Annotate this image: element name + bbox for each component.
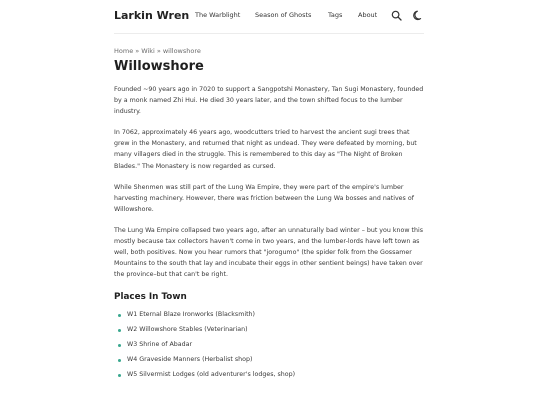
bullet-icon	[118, 329, 121, 332]
place-label: W2 Willowshore Stables (Veterinarian)	[127, 326, 248, 334]
moon-icon[interactable]	[413, 10, 424, 21]
list-item	[114, 325, 426, 335]
article-content	[114, 84, 426, 385]
article-paragraph: While Shenmen was still part of the Lung Wa Empire, they were part of the empire's lumber harvesting machinery. However, there was friction between the Lung Wa bosses and natives of Willowshore.	[114, 183, 414, 213]
breadcrumb-home[interactable]: Home	[114, 47, 134, 55]
list-item	[114, 370, 426, 380]
place-label: W3 Shrine of Abadar	[127, 341, 193, 349]
breadcrumb-separator: »	[135, 47, 140, 55]
place-label: W1 Eternal Blaze Ironworks (Blacksmith)	[127, 311, 255, 319]
site-title[interactable]: Larkin Wren	[114, 9, 190, 22]
site-header	[114, 0, 424, 34]
nav-link-tags[interactable]: Tags	[328, 11, 343, 19]
article-paragraph: The Lung Wa Empire collapsed two years ago, after an unnaturally bad winter – but you know this mostly because tax collectors haven't come in two years, and the lumber-lords have left town as well, both positives. Now you hear rumors that "jorogumo" (the spider folk from the Gossamer Mountains to the south that lay and incubate their eggs in other sentient beings) have taken over the province–but that can't be right.	[114, 226, 424, 279]
article-paragraph: In 7062, approximately 46 years ago, woodcutters tried to harvest the ancient sugi trees that grew in the Monastery, and returned that night as undead. They were defeated by morning, but many villagers died in the struggle. This is remembered to this day as "The Night of Broken Blades." The Monastery is now regarded as cursed.	[114, 129, 417, 170]
bullet-icon	[118, 359, 121, 362]
bullet-icon	[118, 374, 121, 377]
article-paragraph: Founded ~90 years ago in 7020 to support a Sangpotshi Monastery, Tan Sugi Monastery, founded by a monk named Zhi Hui. He died 30 years later, and the town shifted focus to the lumber industry.	[114, 86, 424, 116]
place-label: W4 Graveside Manners (Herbalist shop)	[127, 356, 253, 364]
breadcrumb-separator: »	[156, 47, 161, 55]
nav-link-season-of-ghosts[interactable]: Season of Ghosts	[255, 11, 312, 19]
bullet-icon	[118, 314, 121, 317]
search-icon[interactable]	[391, 10, 402, 21]
nav-link-about[interactable]: About	[358, 11, 378, 19]
page-title: Willowshore	[114, 59, 204, 74]
list-item	[114, 340, 426, 350]
bullet-icon	[118, 344, 121, 347]
nav-link-the-warblight[interactable]: The Warblight	[195, 11, 241, 19]
breadcrumb	[114, 47, 201, 55]
list-item	[114, 310, 426, 320]
places-heading: Places In Town	[114, 292, 187, 303]
breadcrumb-wiki[interactable]: Wiki	[141, 47, 155, 55]
places-list	[114, 310, 426, 380]
place-label: W5 Silvermist Lodges (old adventurer's lodges, shop)	[127, 371, 296, 379]
list-item	[114, 355, 426, 365]
breadcrumb-current: willowshore	[162, 47, 201, 55]
